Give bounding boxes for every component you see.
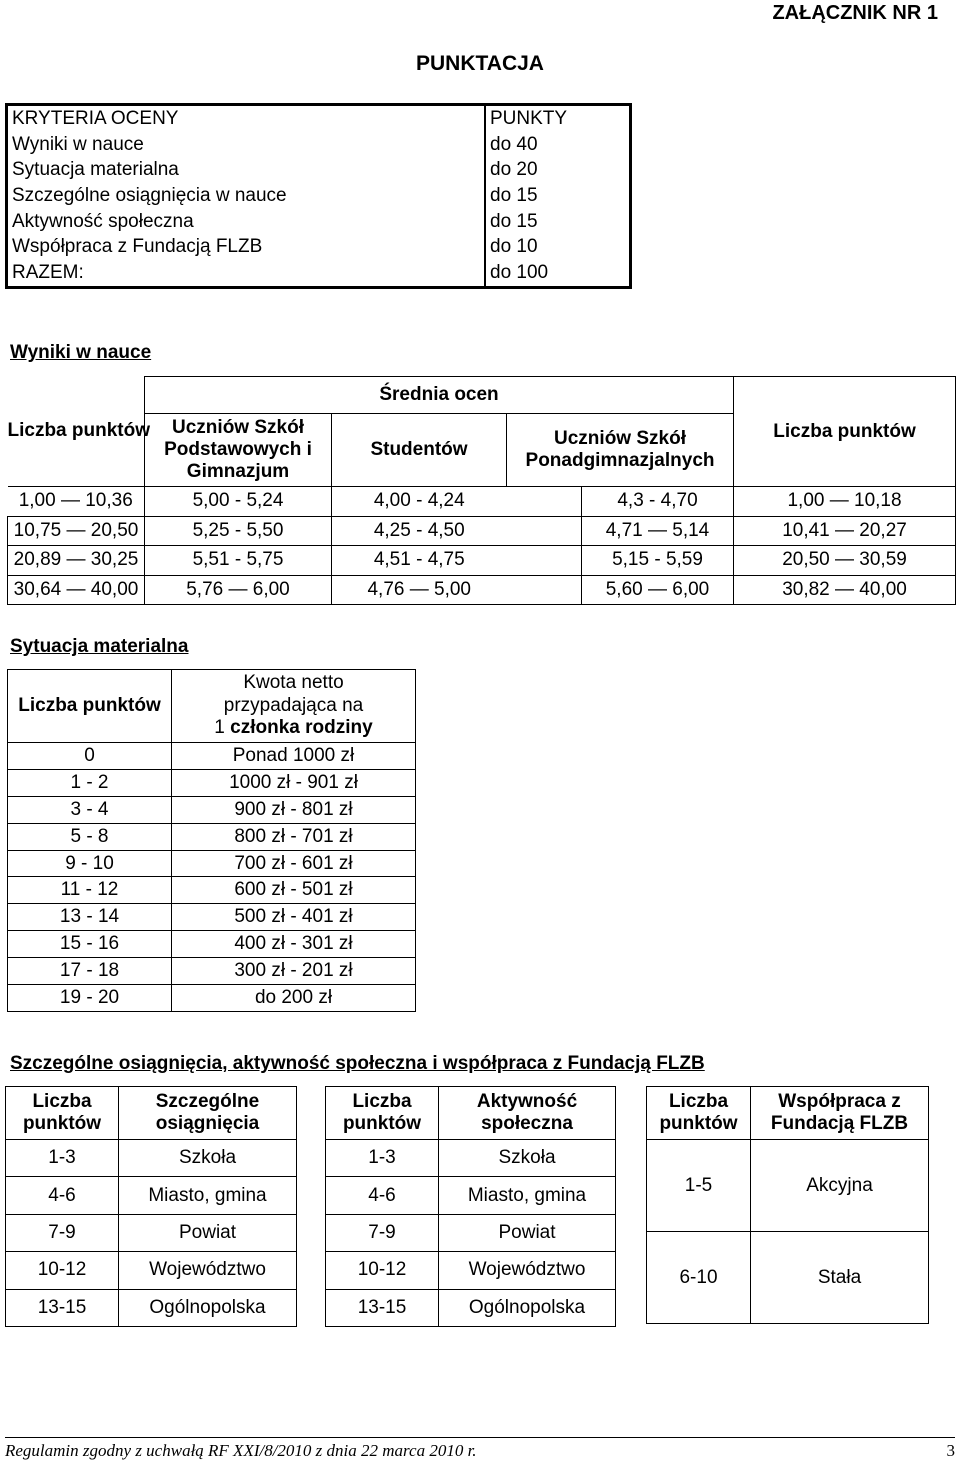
grades-cell: 4,00 - 4,24 — [332, 487, 507, 517]
grades-section-title: Wyniki w nauce — [10, 342, 152, 363]
grades-cell: 1,00 — 10,18 — [734, 487, 956, 517]
grades-cell: 5,25 - 5,50 — [145, 516, 332, 546]
attachment-label: ZAŁĄCZNIK NR 1 — [772, 2, 938, 24]
grades-cell: 4,3 - 4,70 — [582, 487, 734, 517]
activity-row — [326, 1289, 616, 1326]
criteria-label: Współpraca z Fundacją FLZB — [7, 234, 486, 260]
cooperation-points: 6-10 — [647, 1232, 751, 1324]
grades-header-points-right: Liczba punktów — [734, 377, 956, 487]
grades-cell: 30,64 — 40,00 — [8, 575, 145, 605]
grades-cell: 10,41 — 20,27 — [734, 516, 956, 546]
criteria-row — [7, 260, 631, 287]
grades-cell: 4,25 - 4,50 — [332, 516, 507, 546]
cooperation-table — [646, 1086, 929, 1324]
grades-cell: 5,51 - 5,75 — [145, 546, 332, 576]
material-header-amount — [172, 670, 416, 743]
grades-header-secondary: Uczniów Szkół Ponadgimnazjalnych — [507, 414, 734, 487]
material-amount: 400 zł - 301 zł — [172, 931, 416, 958]
material-amount: 800 zł - 701 zł — [172, 823, 416, 850]
achievements-points: 10-12 — [6, 1252, 119, 1289]
criteria-header-points: PUNKTY — [490, 107, 568, 129]
criteria-points: do 40 — [490, 133, 538, 155]
criteria-row — [7, 132, 631, 158]
material-points: 15 - 16 — [8, 931, 172, 958]
grades-header-row — [8, 377, 956, 414]
achievements-level: Ogólnopolska — [119, 1289, 297, 1326]
grades-gap — [507, 487, 582, 517]
criteria-points: do 20 — [490, 159, 538, 181]
grades-table — [7, 376, 956, 605]
activity-level: Województwo — [439, 1252, 616, 1289]
activity-level: Szkoła — [439, 1140, 616, 1177]
activity-header-points: Liczba punktów — [326, 1087, 439, 1140]
achievements-level: Miasto, gmina — [119, 1177, 297, 1214]
cooperation-header-points: Liczba punktów — [647, 1087, 751, 1140]
grades-cell: 4,76 — 5,00 — [332, 575, 507, 605]
achievements-points: 4-6 — [6, 1177, 119, 1214]
activity-points: 7-9 — [326, 1214, 439, 1251]
material-row — [8, 850, 416, 877]
material-points: 5 - 8 — [8, 823, 172, 850]
criteria-label: Wyniki w nauce — [7, 132, 486, 158]
material-row — [8, 985, 416, 1012]
grades-group-header: Średnia ocen — [145, 377, 734, 414]
grades-cell: 20,89 — 30,25 — [8, 546, 145, 576]
achievements-points: 7-9 — [6, 1214, 119, 1251]
cooperation-header-row — [647, 1087, 929, 1140]
material-header-line-bold: członka rodziny — [230, 717, 373, 739]
material-header-line: przypadająca na — [223, 694, 364, 716]
grades-cell: 5,15 - 5,59 — [582, 546, 734, 576]
cooperation-points: 1-5 — [647, 1140, 751, 1232]
criteria-label: Aktywność społeczna — [7, 209, 486, 235]
achievements-row — [6, 1177, 297, 1214]
material-amount: 500 zł - 401 zł — [172, 904, 416, 931]
achievements-table — [5, 1086, 297, 1327]
achievements-points: 1-3 — [6, 1140, 119, 1177]
grades-cell: 5,76 — 6,00 — [145, 575, 332, 605]
criteria-table — [5, 103, 632, 289]
material-amount: 700 zł - 601 zł — [172, 850, 416, 877]
grades-gap — [507, 575, 582, 605]
activity-header-level: Aktywność społeczna — [439, 1087, 616, 1140]
activity-points: 13-15 — [326, 1289, 439, 1326]
material-row — [8, 743, 416, 770]
achievements-row — [6, 1252, 297, 1289]
activity-header-row — [326, 1087, 616, 1140]
grades-cell: 5,00 - 5,24 — [145, 487, 332, 517]
grades-cell: 4,51 - 4,75 — [332, 546, 507, 576]
material-header-line: Kwota netto — [243, 671, 344, 693]
criteria-header-label: KRYTERIA OCENY — [7, 105, 486, 132]
activity-level: Ogólnopolska — [439, 1289, 616, 1326]
achievements-level: Powiat — [119, 1214, 297, 1251]
material-amount: 600 zł - 501 zł — [172, 877, 416, 904]
page-title: PUNKTACJA — [416, 52, 544, 75]
activity-points: 4-6 — [326, 1177, 439, 1214]
grades-cell: 10,75 — 20,50 — [8, 516, 145, 546]
grades-header-students: Studentów — [370, 439, 468, 461]
grades-row — [8, 487, 956, 517]
grades-gap — [507, 546, 582, 576]
criteria-label: Szczególne osiągnięcia w nauce — [7, 183, 486, 209]
criteria-points: do 100 — [490, 262, 549, 284]
grades-row — [8, 575, 956, 605]
material-row — [8, 823, 416, 850]
criteria-header-row — [7, 105, 631, 132]
material-points: 17 - 18 — [8, 958, 172, 985]
achievements-row — [6, 1214, 297, 1251]
activity-row — [326, 1140, 616, 1177]
footer-text: Regulamin zgodny z uchwałą RF XXI/8/2010 z dnia 22 marca 2010 r. — [5, 1441, 477, 1460]
achievements-row — [6, 1289, 297, 1326]
material-points: 0 — [8, 743, 172, 770]
material-header-line: 1 — [214, 717, 231, 739]
grades-cell: 5,60 — 6,00 — [582, 575, 734, 605]
grades-cell: 1,00 — 10,36 — [8, 487, 145, 517]
activity-points: 1-3 — [326, 1140, 439, 1177]
activity-row — [326, 1177, 616, 1214]
material-points: 19 - 20 — [8, 985, 172, 1012]
achievements-points: 13-15 — [6, 1289, 119, 1326]
activity-points: 10-12 — [326, 1252, 439, 1289]
grades-cell: 30,82 — 40,00 — [734, 575, 956, 605]
activity-level: Powiat — [439, 1214, 616, 1251]
grades-cell: 20,50 — 30,59 — [734, 546, 956, 576]
material-points: 11 - 12 — [8, 877, 172, 904]
criteria-row — [7, 157, 631, 183]
cooperation-row — [647, 1232, 929, 1324]
page-number: 3 — [946, 1441, 955, 1460]
achievements-level: Szkoła — [119, 1140, 297, 1177]
activity-level: Miasto, gmina — [439, 1177, 616, 1214]
grades-row — [8, 516, 956, 546]
material-section-title: Sytuacja materialna — [10, 636, 189, 657]
cooperation-row — [647, 1140, 929, 1232]
criteria-points: do 15 — [490, 184, 538, 206]
grades-header-primary: Uczniów Szkół Podstawowych i Gimnazjum — [145, 414, 332, 487]
achievements-header-level: Szczególne osiągnięcia — [119, 1087, 297, 1140]
material-amount: 900 zł - 801 zł — [172, 796, 416, 823]
material-header-row — [8, 670, 416, 743]
material-points: 13 - 14 — [8, 904, 172, 931]
criteria-row — [7, 234, 631, 260]
special-section-title: Szczególne osiągnięcia, aktywność społeczna i współpraca z Fundacją FLZB — [10, 1053, 705, 1074]
grades-cell: 4,71 — 5,14 — [582, 516, 734, 546]
material-amount: 300 zł - 201 zł — [172, 958, 416, 985]
achievements-level: Województwo — [119, 1252, 297, 1289]
activity-row — [326, 1214, 616, 1251]
cooperation-header-type: Współpraca z Fundacją FLZB — [751, 1087, 929, 1140]
material-amount: 1000 zł - 901 zł — [172, 769, 416, 796]
grades-row — [8, 546, 956, 576]
criteria-row — [7, 183, 631, 209]
material-row — [8, 877, 416, 904]
cooperation-type: Stała — [751, 1232, 929, 1324]
criteria-points: do 10 — [490, 236, 538, 258]
cooperation-type: Akcyjna — [751, 1140, 929, 1232]
material-table — [7, 669, 416, 1012]
material-points: 3 - 4 — [8, 796, 172, 823]
criteria-points: do 15 — [490, 210, 538, 232]
page-footer — [5, 1437, 955, 1461]
material-row — [8, 904, 416, 931]
achievements-row — [6, 1140, 297, 1177]
grades-gap — [507, 516, 582, 546]
material-amount: Ponad 1000 zł — [172, 743, 416, 770]
criteria-row — [7, 209, 631, 235]
activity-table — [325, 1086, 616, 1327]
achievements-header-row — [6, 1087, 297, 1140]
activity-row — [326, 1252, 616, 1289]
material-amount: do 200 zł — [172, 985, 416, 1012]
material-points: 1 - 2 — [8, 769, 172, 796]
material-header-points: Liczba punktów — [8, 670, 172, 743]
material-row — [8, 769, 416, 796]
material-row — [8, 931, 416, 958]
achievements-header-points: Liczba punktów — [6, 1087, 119, 1140]
material-points: 9 - 10 — [8, 850, 172, 877]
material-row — [8, 796, 416, 823]
grades-header-points-left: Liczba punktów — [8, 377, 145, 487]
criteria-label: RAZEM: — [7, 260, 486, 287]
criteria-label: Sytuacja materialna — [7, 157, 486, 183]
material-row — [8, 958, 416, 985]
